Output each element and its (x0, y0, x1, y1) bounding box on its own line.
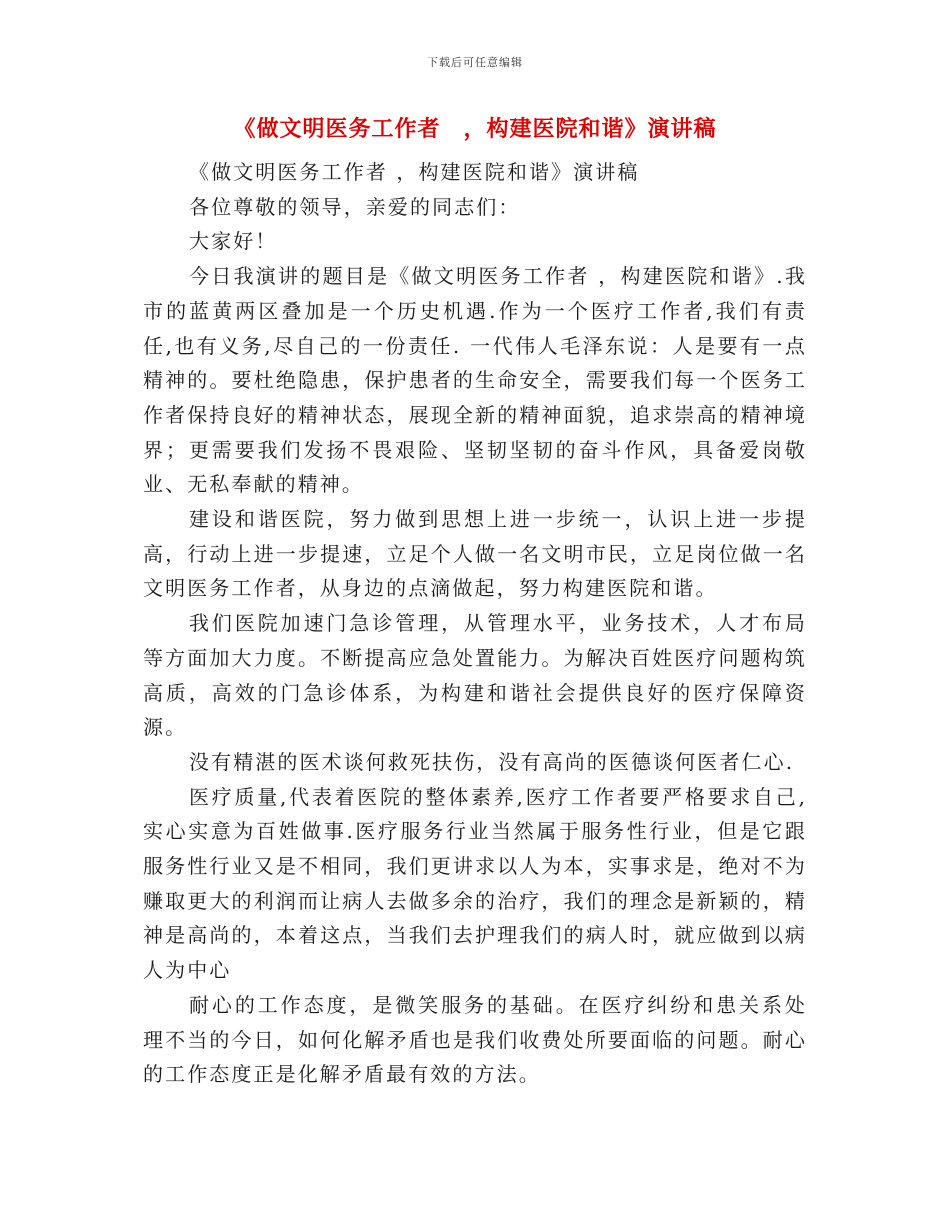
page-header-note: 下载后可任意编辑 (427, 56, 523, 69)
paragraph: 建设和谐医院，努力做到思想上进一步统一，认识上进一步提高，行动上进一步提速，立足个人做一名文明市民，立足岗位做一名文明医务工作者，从身边的点滴做起，努力构建医院和谐。 (143, 507, 807, 601)
paragraph-salutation: 各位尊敬的领导，亲爱的同志们： (189, 194, 521, 219)
document-title: 《做文明医务工作者 ，构建医院和谐》演讲稿 (233, 117, 717, 142)
paragraph: 医疗质量,代表着医院的整体素养,医疗工作者要严格要求自己,实心实意为百姓做事.医疗服务行业当然属于服务性行业，但是它跟服务性行业又是不相同，我们更讲求以人为本，实事求是，绝对不为赚取更大的利润而让病人去做多余的治疗，我们的理念是新颖的，精神是高尚的，本着这点，当我们去护理我们的病人时，就应做到以病人为中心 (143, 784, 807, 983)
document-body (143, 155, 807, 1092)
paragraph-subtitle: 《做文明医务工作者 ，构建医院和谐》演讲稿 (189, 160, 640, 184)
paragraph-greeting: 大家好！ (189, 229, 278, 254)
paragraph: 耐心的工作态度，是微笑服务的基础。在医疗纠纷和患关系处理不当的今日，如何化解矛盾也是我们收费处所要面临的问题。耐心的工作态度正是化解矛盾最有效的方法。 (143, 992, 807, 1087)
paragraph: 我们医院加速门急诊管理，从管理水平，业务技术，人才布局等方面加大力度。不断提高应急处置能力。为解决百姓医疗问题构筑高质，高效的门急诊体系，为构建和谐社会提供良好的医疗保障资源。 (143, 611, 807, 740)
paragraph: 今日我演讲的题目是《做文明医务工作者 ，构建医院和谐》.我市的蓝黄两区叠加是一个历史机遇.作为一个医疗工作者,我们有责任,也有义务,尽自己的一份责任. 一代伟人毛泽东说：人是要有一点精神的。要杜绝隐患，保护患者的生命安全，需要我们每一个医务工作者保持良好的精神状态，展现全新的精神面貌，追求崇高的精神境界；更需要我们发扬不畏艰险、坚韧坚韧的奋斗作风，具备爱岗敬业、无私奉献的精神。 (143, 264, 807, 497)
paragraph: 没有精湛的医术谈何救死扶伤，没有高尚的医德谈何医者仁心. (189, 749, 795, 774)
